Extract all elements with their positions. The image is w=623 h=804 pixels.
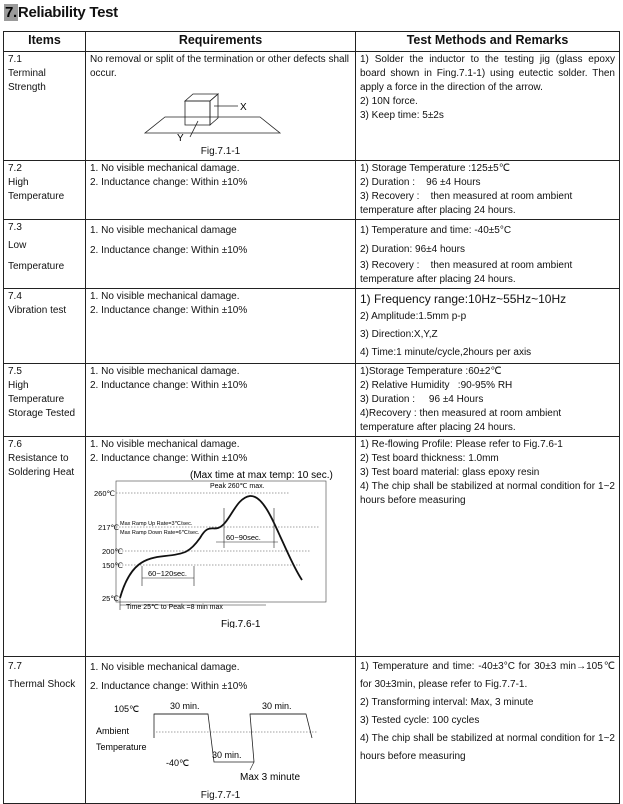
- terminal-jig-figure: [90, 81, 352, 145]
- method-text: 4)Recovery : then measured at room ambient temperature after placing 24 hours.: [360, 408, 562, 433]
- temp-260-label: 260℃: [94, 489, 115, 498]
- item-cell: [4, 289, 86, 364]
- method-text: 2) Duration : 96 ±4 Hours: [360, 177, 481, 188]
- item-number: 7.6: [8, 439, 22, 450]
- section-number: 7.: [5, 4, 17, 21]
- requirement-text: 2. Inductance change: Within ±10%: [90, 681, 248, 692]
- item-name: Thermal Shock: [8, 679, 76, 690]
- temp-25-label: 25℃: [102, 594, 119, 603]
- item-name: Resistance to: [8, 453, 69, 464]
- method-text: 2) Test board thickness: 1.0mm: [360, 453, 499, 464]
- method-text: 3) Keep time: 5±2s: [360, 110, 444, 121]
- item-name: Storage Tested: [8, 408, 76, 419]
- requirement-text: 1. No visible mechanical damage.: [90, 439, 240, 450]
- item-name: Terminal: [8, 68, 46, 79]
- duration-30-label: 30 min.: [262, 701, 292, 711]
- item-cell: [4, 364, 86, 437]
- y-axis-label: Y: [177, 133, 184, 144]
- requirement-text: No removal or split of the termination or other defects shall occur.: [90, 54, 350, 79]
- methods-cell: [356, 161, 620, 220]
- item-name: Temperature: [8, 394, 65, 405]
- method-text: 2) Amplitude:1.5mm p-p: [360, 311, 467, 322]
- method-text: 1)Storage Temperature :60±2℃: [360, 366, 502, 377]
- methods-cell: [356, 289, 620, 364]
- method-text: 3) Recovery : then measured at room ambient temperature after placing 24 hours.: [360, 260, 576, 285]
- item-cell: [4, 220, 86, 289]
- item-cell: [4, 52, 86, 161]
- requirement-text: 2. Inductance change: Within ±10%: [90, 305, 248, 316]
- item-number: 7.4: [8, 291, 22, 302]
- requirements-cell: [86, 161, 356, 220]
- item-number: 7.5: [8, 366, 22, 377]
- requirement-text: 2. Inductance change: Within ±10%: [90, 177, 248, 188]
- item-name: High: [8, 380, 29, 391]
- max-time-note: (Max time at max temp: 10 sec.): [190, 470, 333, 481]
- requirement-text: 2. Inductance change: Within ±10%: [90, 453, 248, 464]
- thermal-shock-figure: [90, 698, 352, 790]
- method-text: 1) Frequency range:10Hz~55Hz~10Hz: [360, 292, 567, 306]
- requirement-text: 2. Inductance change: Within ±10%: [90, 245, 248, 256]
- section-title-text: Reliability Test: [17, 4, 118, 21]
- method-text: 4) Time:1 minute/cycle,2hours per axis: [360, 347, 532, 358]
- requirement-text: 1. No visible mechanical damage.: [90, 662, 240, 673]
- item-number: 7.2: [8, 163, 22, 174]
- methods-cell: [356, 364, 620, 437]
- header-items: Items: [4, 32, 86, 52]
- table-row: [4, 161, 620, 220]
- table-row: [4, 220, 620, 289]
- method-text: 2) Duration: 96±4 hours: [360, 244, 465, 255]
- figure-caption: Fig.7.6-1: [221, 619, 261, 628]
- method-text: 1) Storage Temperature :125±5℃: [360, 163, 510, 174]
- method-text: 2) Transforming interval: Max, 3 minute: [360, 697, 534, 708]
- requirement-text: 1. No visible mechanical damage.: [90, 366, 240, 377]
- table-row: [4, 437, 620, 657]
- temp-200-label: 200℃: [102, 547, 123, 556]
- method-text: 1) Temperature and time: -40±5°C: [360, 225, 512, 236]
- temp-105-label: 105℃: [114, 704, 140, 714]
- method-text: 3) Test board material: glass epoxy resin: [360, 467, 540, 478]
- method-text: 1) Re-flowing Profile: Please refer to Fig.7.6-1: [360, 439, 563, 450]
- x-axis-label: X: [240, 102, 247, 113]
- method-text: 3) Direction:X,Y,Z: [360, 329, 438, 340]
- method-text: 2) Relative Humidity :90-95% RH: [360, 380, 513, 391]
- item-name: Strength: [8, 82, 46, 93]
- method-text: 2) 10N force.: [360, 96, 418, 107]
- requirements-cell: [86, 657, 356, 804]
- item-number: 7.3: [8, 222, 22, 233]
- requirements-cell: [86, 52, 356, 161]
- max-3-minute-label: Max 3 minute: [240, 772, 301, 783]
- ramp-down-label: Max Ramp Down Rate=6℃/sec.: [120, 530, 200, 536]
- table-row: [4, 52, 620, 161]
- item-number: 7.1: [8, 54, 22, 65]
- item-name: Temperature: [8, 261, 65, 272]
- ambient-label: Ambient: [96, 726, 130, 736]
- reliability-table: [3, 31, 620, 804]
- item-cell: [4, 437, 86, 657]
- temp-217-label: 217℃: [98, 523, 119, 532]
- method-text: 3) Tested cycle: 100 cycles: [360, 715, 480, 726]
- item-name: High: [8, 177, 29, 188]
- item-number: 7.7: [8, 661, 22, 672]
- temperature-label: Temperature: [96, 742, 147, 752]
- method-text: 3) Duration : 96 ±4 Hours: [360, 394, 484, 405]
- table-row: [4, 289, 620, 364]
- item-name: Low: [8, 240, 27, 251]
- item-name: Vibration test: [8, 305, 67, 316]
- table-row: [4, 657, 620, 804]
- requirement-text: 1. No visible mechanical damage.: [90, 163, 240, 174]
- requirements-cell: [86, 220, 356, 289]
- header-requirements: Requirements: [86, 32, 356, 52]
- item-name: Temperature: [8, 191, 65, 202]
- methods-cell: [356, 220, 620, 289]
- peak-label: Peak 260℃ max.: [210, 483, 265, 490]
- temp-150-label: 150℃: [102, 561, 123, 570]
- method-text: 1) Temperature and time: -40±3°C for 30±3 min→105℃ for 30±3min, please refer to Fig.7.7-1.: [360, 661, 615, 690]
- figure-caption: Fig.7.7-1: [200, 790, 241, 801]
- requirements-cell: [86, 364, 356, 437]
- section-title: [4, 4, 118, 21]
- method-text: 4) The chip shall be stabilized at normal condition for 1~2 hours before measuring: [360, 733, 615, 762]
- requirement-text: 1. No visible mechanical damage: [90, 225, 237, 236]
- duration-30-label: 30 min.: [170, 701, 200, 711]
- reflow-profile-figure: [90, 468, 352, 628]
- methods-cell: [356, 437, 620, 657]
- duration-60-90-label: 60~90sec.: [226, 533, 261, 542]
- method-text: 4) The chip shall be stabilized at normal condition for 1~2 hours before measuring: [360, 481, 615, 506]
- table-row: [4, 364, 620, 437]
- header-methods: Test Methods and Remarks: [356, 32, 620, 52]
- item-name: Soldering Heat: [8, 467, 75, 478]
- duration-30-label: 30 min.: [212, 750, 242, 760]
- figure-caption: Fig.7.1-1: [200, 146, 241, 157]
- requirements-cell: [86, 437, 356, 657]
- header-row: [4, 32, 620, 52]
- duration-60-120-label: 60~120sec.: [148, 569, 187, 578]
- method-text: 1) Solder the inductor to the testing jig (glass epoxy board shown in Fing.7.1-1) using eutectic solder. Then apply a force in the direction of the arrow.: [360, 54, 615, 93]
- requirement-text: 2. Inductance change: Within ±10%: [90, 380, 248, 391]
- method-text: 3) Recovery : then measured at room ambient temperature after placing 24 hours.: [360, 191, 576, 216]
- methods-cell: [356, 657, 620, 804]
- temp-minus40-label: -40℃: [166, 758, 190, 768]
- item-cell: [4, 657, 86, 804]
- ramp-up-label: Max Ramp Up Rate=3℃/sec.: [120, 521, 193, 527]
- item-cell: [4, 161, 86, 220]
- requirement-text: 1. No visible mechanical damage.: [90, 291, 240, 302]
- methods-cell: [356, 52, 620, 161]
- time-to-peak-label: Time 25℃ to Peak =8 min max: [126, 604, 223, 611]
- requirements-cell: [86, 289, 356, 364]
